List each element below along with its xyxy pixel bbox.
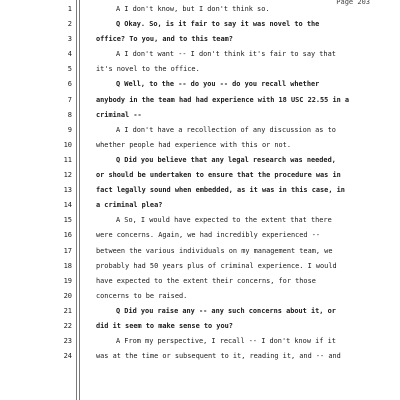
transcript-line	[0, 2, 400, 17]
transcript-line	[0, 17, 400, 32]
line-number: 5	[67, 65, 72, 74]
transcript-line	[0, 32, 400, 47]
line-text: A From my perspective, I recall -- I don't know if it	[116, 337, 336, 346]
line-number: 19	[63, 276, 72, 285]
line-number: 15	[63, 216, 72, 225]
line-text: anybody in the team had had experience with 18 USC 22.55 in a	[96, 95, 350, 104]
line-text: was at the time or subsequent to it, reading it, and -- and	[96, 352, 341, 361]
transcript-line	[0, 213, 400, 228]
page-number-header: Page 203	[336, 0, 370, 6]
line-number: 11	[63, 155, 72, 164]
line-number: 21	[63, 306, 72, 315]
transcript-line	[0, 62, 400, 77]
line-text: Q Okay. So, is it fair to say it was novel to the	[116, 20, 320, 29]
transcript-line	[0, 244, 400, 259]
line-text: Q Did you raise any -- any such concerns about it, or	[116, 306, 336, 315]
line-text: between the various individuals on my management team, we	[96, 246, 333, 255]
transcript-line	[0, 153, 400, 168]
line-text: A So, I would have expected to the extent that there	[116, 216, 332, 225]
line-number: 23	[63, 337, 72, 346]
transcript-line	[0, 274, 400, 289]
line-number: 3	[67, 35, 72, 44]
line-number: 7	[67, 95, 72, 104]
transcript-line	[0, 183, 400, 198]
transcript-line	[0, 349, 400, 364]
line-number: 10	[63, 140, 72, 149]
line-text: fact legally sound when embedded, as it was in this case, in	[96, 186, 345, 195]
line-number: 2	[67, 20, 72, 29]
transcript-line	[0, 289, 400, 304]
line-text: probably had 50 years plus of criminal experience. I would	[96, 261, 337, 270]
transcript-line	[0, 108, 400, 123]
transcript-line	[0, 123, 400, 138]
line-text: office? To you, and to this team?	[96, 35, 233, 44]
transcript-lines	[0, 2, 400, 364]
line-number: 13	[63, 186, 72, 195]
line-text: did it seem to make sense to you?	[96, 321, 233, 330]
line-text: have expected to the extent their concerns, for those	[96, 276, 316, 285]
line-number: 8	[67, 110, 72, 119]
line-text: Q Did you believe that any legal research was needed,	[116, 155, 336, 164]
line-text: or should be undertaken to ensure that the procedure was in	[96, 171, 341, 180]
line-number: 4	[67, 50, 72, 59]
line-number: 22	[63, 321, 72, 330]
transcript-line	[0, 168, 400, 183]
line-text: criminal --	[96, 110, 142, 119]
line-text: a criminal plea?	[96, 201, 163, 210]
transcript-line	[0, 138, 400, 153]
line-text: A I don't want -- I don't think it's fair to say that	[116, 50, 336, 59]
line-number: 9	[67, 125, 72, 134]
transcript-line	[0, 334, 400, 349]
transcript-line	[0, 259, 400, 274]
line-number: 6	[67, 80, 72, 89]
transcript-line	[0, 47, 400, 62]
transcript-line	[0, 228, 400, 243]
line-text: concerns to be raised.	[96, 291, 188, 300]
line-text: were concerns. Again, we had incredibly experienced --	[96, 231, 321, 240]
line-number: 14	[63, 201, 72, 210]
line-text: it's novel to the office.	[96, 65, 200, 74]
line-number: 12	[63, 171, 72, 180]
line-number: 18	[63, 261, 72, 270]
transcript-line	[0, 304, 400, 319]
line-number: 20	[63, 291, 72, 300]
line-number: 1	[67, 5, 72, 13]
line-number: 17	[63, 246, 72, 255]
transcript-line	[0, 77, 400, 92]
transcript-line	[0, 93, 400, 108]
line-text: A I don't have a recollection of any discussion as to	[116, 125, 336, 134]
transcript-line	[0, 198, 400, 213]
line-number: 16	[63, 231, 72, 240]
line-text: A I don't know, but I don't think so.	[116, 5, 270, 13]
transcript-line	[0, 319, 400, 334]
line-number: 24	[63, 352, 72, 361]
line-text: Q Well, to the -- do you -- do you recall whether	[116, 80, 320, 89]
line-text: whether people had experience with this or not.	[96, 140, 291, 149]
